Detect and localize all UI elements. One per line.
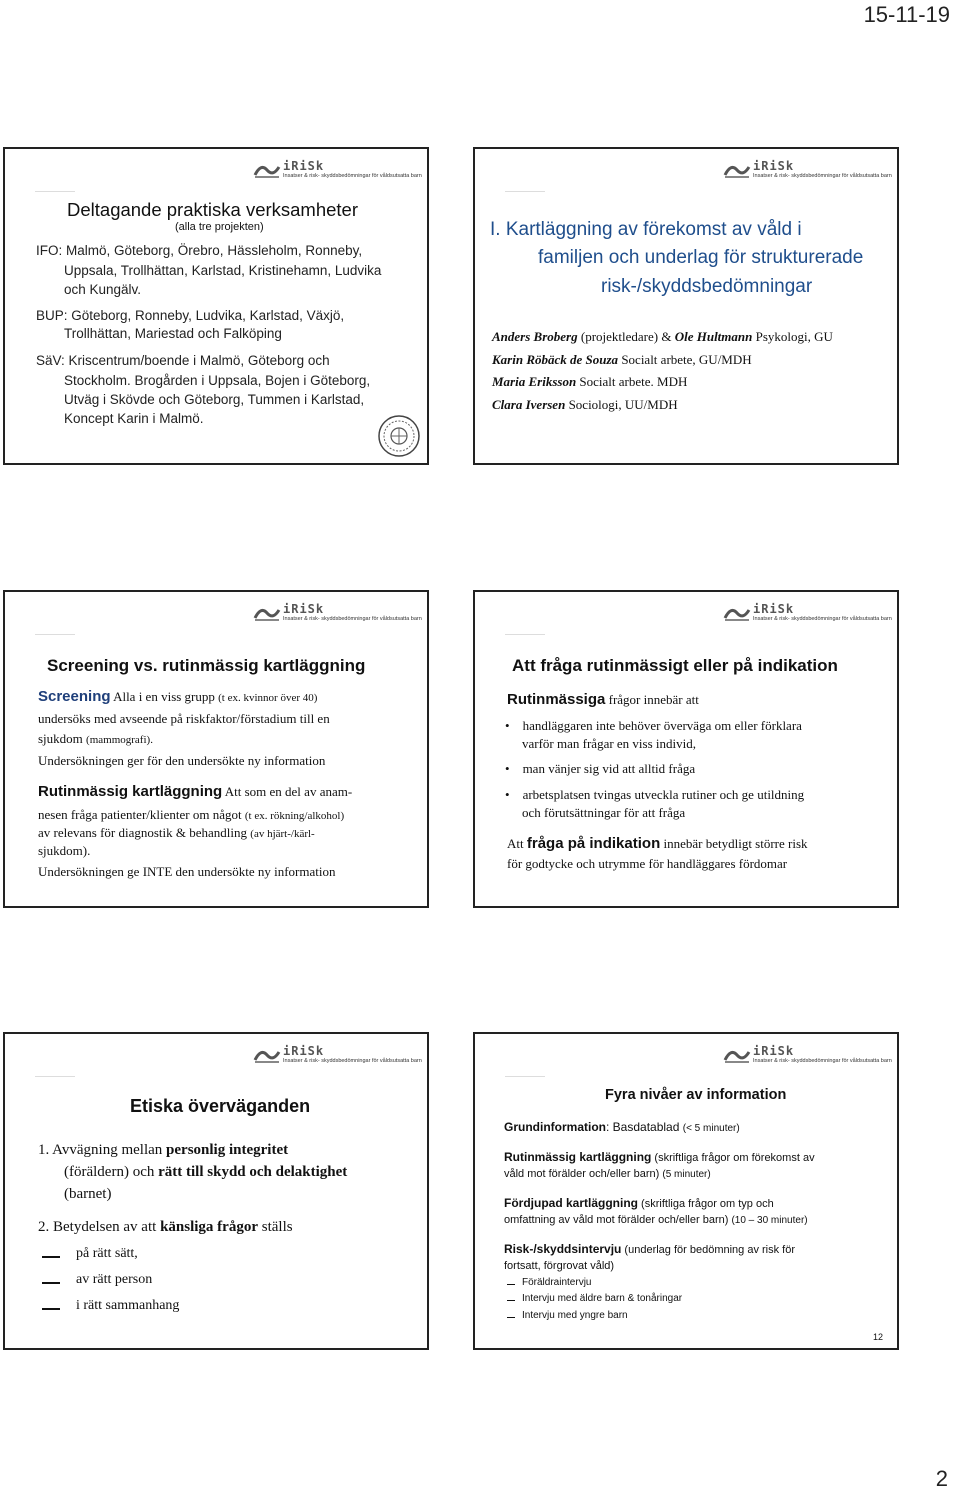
person-line [492, 374, 687, 390]
dash-marker [42, 1282, 60, 1284]
person-role: Sociologi, UU/MDH [565, 397, 678, 412]
slide-routine-vs-indication [473, 590, 899, 908]
logo-tagline: Insatser & risk- skyddsbedömningar för våldsutsatta barn [283, 173, 422, 179]
text: (föräldern) och [64, 1164, 159, 1180]
text: av relevans för diagnostik & behandling [38, 825, 251, 840]
sub-item: Intervju med yngre barn [522, 1310, 628, 1321]
slide-number: 12 [872, 1332, 883, 1342]
text: (t ex. kvinnor över 40) [218, 692, 318, 704]
text: Fördjupad kartläggning [504, 1196, 638, 1210]
text: (t ex. rökning/alkohol) [244, 810, 345, 822]
slide-title: risk-/skyddsbedömningar [601, 276, 813, 297]
text: Alla i en viss grupp [110, 689, 219, 704]
person-line [492, 397, 678, 413]
irisk-logo [253, 159, 422, 183]
irisk-logo [723, 1044, 892, 1068]
divider [35, 634, 75, 635]
logo-tagline: Insatser & risk- skyddsbedömningar för våldsutsatta barn [753, 173, 892, 179]
text-line [504, 1196, 774, 1210]
text-line: Uppsala, Trollhättan, Karlstad, Kristinehamn, Ludvika [64, 263, 382, 278]
text: känsliga frågor [160, 1219, 258, 1235]
text-line: Undersökningen ger för den undersökte ny information [38, 753, 326, 768]
irisk-logo-mark-icon [723, 604, 751, 622]
logo-tagline: Insatser & risk- skyddsbedömningar för våldsutsatta barn [283, 616, 422, 622]
slide-ethics [3, 1032, 429, 1350]
text: (5 minuter) [662, 1169, 711, 1180]
logo-brand: iRiSk [753, 159, 795, 173]
irisk-logo-mark-icon [253, 604, 281, 622]
person-line [492, 352, 752, 368]
irisk-logo-mark-icon [723, 1046, 751, 1064]
text-line: BUP: Göteborg, Ronneby, Ludvika, Karlstad, Växjö, [36, 308, 345, 323]
slide-title: familjen och underlag för strukturerade [538, 247, 864, 268]
text-line: fortsatt, förgrovat våld) [504, 1260, 615, 1272]
logo-tagline: Insatser & risk- skyddsbedömningar för våldsutsatta barn [283, 1058, 422, 1064]
text-line: (barnet) [64, 1186, 112, 1202]
text: omfattning av våld mot förälder och/eller barn) [504, 1214, 732, 1226]
text-line [38, 783, 352, 800]
slide-four-levels [473, 1032, 899, 1350]
text-line: i rätt sammanhang [76, 1298, 180, 1313]
logo-brand: iRiSk [753, 1044, 795, 1058]
text: Grundinformation [504, 1120, 606, 1134]
irisk-logo [723, 602, 892, 626]
text-line [38, 1142, 288, 1159]
text: Att som en del av anam- [222, 784, 353, 799]
text: Att [507, 836, 527, 851]
text: (skriftliga frågor om typ och [638, 1198, 774, 1210]
text-line [38, 1219, 293, 1236]
text: Risk-/skyddsintervju [504, 1242, 622, 1256]
person-name: Clara Iversen [492, 397, 566, 412]
text-line [507, 691, 699, 708]
slide-project-one [473, 147, 899, 465]
sub-item: Intervju med äldre barn & tonåringar [522, 1293, 683, 1304]
text-line: Utväg i Skövde och Göteborg, Tummen i Karlstad, [64, 392, 365, 407]
text-line [504, 1214, 808, 1226]
text-line [38, 807, 344, 823]
text-line: IFO: Malmö, Göteborg, Örebro, Hässleholm, Ronneby, [36, 243, 363, 258]
person-name: Anders Broberg [492, 329, 578, 344]
irisk-logo [253, 602, 422, 626]
text-line: undersöks med avseende på riskfaktor/förstadium till en [38, 711, 330, 726]
logo-brand: iRiSk [283, 602, 325, 616]
text: (skriftliga frågor om förekomst av [651, 1152, 815, 1164]
divider [505, 634, 545, 635]
slide-title: Screening vs. rutinmässig kartläggning [47, 656, 366, 675]
slide-title: Fyra nivåer av information [605, 1087, 787, 1103]
text: ställs [257, 1219, 293, 1235]
bullet-item: varför man frågar en viss individ, [522, 736, 697, 751]
sub-item: Föräldraintervju [522, 1277, 592, 1288]
bullet-text: arbetsplatsen tvingas utveckla rutiner och ge utildning [522, 787, 805, 802]
text-line: för godtycke och utrymme för handläggares fördomar [507, 856, 788, 871]
text: (mammografi). [86, 734, 153, 746]
text-line [38, 825, 315, 841]
text-line: och Kungälv. [64, 282, 142, 297]
slide-subtitle: (alla tre projekten) [175, 221, 264, 233]
logo-brand: iRiSk [283, 159, 325, 173]
dash-marker [507, 1284, 515, 1285]
irisk-logo-mark-icon [253, 161, 281, 179]
person-role: Socialt arbete, GU/MDH [618, 352, 752, 367]
bullet-item: och förutsättningar för att fråga [522, 805, 686, 820]
dash-marker [507, 1317, 515, 1318]
text: våld mot förälder och/eller barn) [504, 1168, 663, 1180]
text-line: av rätt person [76, 1272, 153, 1287]
text-line [38, 688, 317, 705]
dash-marker [42, 1308, 60, 1310]
text: (< 5 minuter) [682, 1123, 740, 1134]
irisk-logo [723, 159, 892, 183]
person-name: Karin Röbäck de Souza [492, 352, 619, 367]
slide-screening [3, 590, 429, 908]
person-role: (projektledare) & [577, 329, 675, 344]
text: rätt till skydd och delaktighet [158, 1164, 348, 1180]
page-number: 2 [935, 1466, 948, 1491]
text-line: Undersökningen ge INTE den undersökte ny information [38, 864, 336, 879]
text: (underlag för bedömning av risk för [621, 1244, 796, 1256]
person-role: Psykologi, GU [752, 329, 833, 344]
bullet-text: handläggaren inte behöver överväga om eller förklara [522, 718, 802, 733]
text-line [504, 1242, 795, 1256]
slide-title: I. Kartläggning av förekomst av våld i [490, 219, 802, 240]
logo-tagline: Insatser & risk- skyddsbedömningar för våldsutsatta barn [753, 1058, 892, 1064]
person-line [492, 329, 833, 345]
text: 1. Avvägning mellan [38, 1142, 167, 1158]
text-line: sjukdom). [38, 843, 91, 858]
text: frågor innebär att [605, 692, 699, 707]
divider [35, 191, 75, 192]
slide-title: Deltagande praktiska verksamheter [67, 199, 359, 220]
text-line [507, 835, 808, 852]
keyword: Screening [38, 688, 111, 705]
logo-brand: iRiSk [283, 1044, 325, 1058]
bullet-item: • arbetsplatsen tvingas utveckla rutiner och ge utildning [505, 787, 805, 802]
bullet-text: man vänjer sig vid att alltid fråga [522, 761, 696, 776]
text-line: Stockholm. Brogården i Uppsala, Bojen i Göteborg, [64, 373, 371, 388]
person-role: Socialt arbete. MDH [576, 374, 688, 389]
bullet-item: • handläggaren inte behöver överväga om eller förklara [505, 718, 802, 733]
text-line: Trollhättan, Mariestad och Falköping [64, 326, 282, 341]
irisk-logo-mark-icon [253, 1046, 281, 1064]
text: innebär betydligt större risk [660, 836, 808, 851]
person-name: Maria Eriksson [492, 374, 577, 389]
person-name: Ole Hultmann [674, 329, 753, 344]
text-line [504, 1150, 815, 1164]
text: Rutinmässig kartläggning [504, 1150, 652, 1164]
logo-tagline: Insatser & risk- skyddsbedömningar för våldsutsatta barn [753, 616, 892, 622]
text-line: SäV: Kriscentrum/boende i Malmö, Göteborg och [36, 353, 330, 368]
slide-title: Etiska överväganden [130, 1096, 311, 1116]
irisk-logo-mark-icon [723, 161, 751, 179]
text-line [504, 1168, 711, 1180]
text: sjukdom [38, 731, 87, 746]
divider [505, 191, 545, 192]
irisk-logo [253, 1044, 422, 1068]
text: : Basdatablad [606, 1120, 683, 1134]
dash-marker [42, 1256, 60, 1258]
text: (av hjärt-/kärl- [250, 828, 315, 840]
text: nesen fråga patienter/klienter om något [38, 807, 245, 822]
text-line [504, 1120, 740, 1134]
text: 2. Betydelsen av att [38, 1219, 161, 1235]
slide-participants [3, 147, 429, 465]
text-line [38, 731, 153, 747]
divider [35, 1076, 75, 1077]
bullet-item: • man vänjer sig vid att alltid fråga [505, 761, 696, 776]
logo-brand: iRiSk [753, 602, 795, 616]
text-line: på rätt sätt, [76, 1246, 138, 1261]
keyword: Rutinmässiga [507, 691, 606, 708]
university-seal-icon [377, 414, 421, 458]
divider [505, 1076, 545, 1077]
keyword: fråga på indikation [526, 835, 661, 852]
keyword: Rutinmässig kartläggning [38, 783, 223, 800]
header-date: 15-11-19 [863, 2, 950, 27]
text-line: Koncept Karin i Malmö. [64, 411, 204, 426]
text: (10 – 30 minuter) [731, 1215, 808, 1226]
dash-marker [507, 1300, 515, 1301]
text: personlig integritet [166, 1142, 289, 1158]
text-line [64, 1164, 347, 1181]
slide-title: Att fråga rutinmässigt eller på indikation [512, 656, 838, 675]
